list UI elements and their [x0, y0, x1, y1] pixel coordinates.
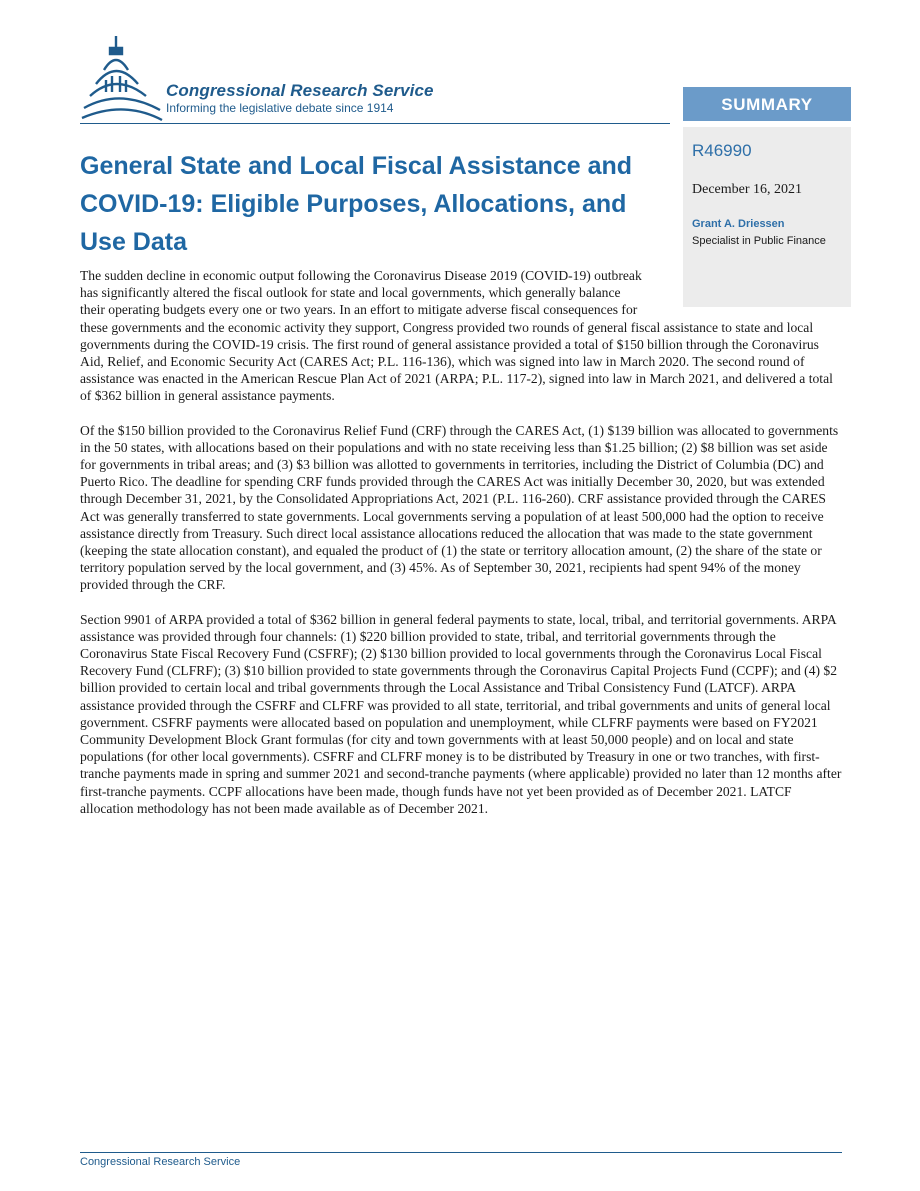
- report-date: December 16, 2021: [692, 182, 803, 197]
- capitol-dome-icon: [80, 34, 164, 124]
- footer-text: Congressional Research Service: [80, 1156, 241, 1168]
- report-number: R46990: [692, 141, 752, 160]
- summary-paragraph: The sudden decline in economic output following the Coronavirus Disease 2019 (COVID-19) outbreak has significantly altered the fiscal outlook for state and local governments, which generally balance their operating budgets every one or two years. In an effort to mitigate adverse fiscal consequences for these governments and the economic activity they support, Congress provided two rounds of general fiscal assistance to state and local governments during the COVID-19 crisis. The first round of general assistance provided a total of $150 billion through the Coronavirus Aid, Relief, and Economic Security Act (CARES Act; P.L. 116-136), which was signed into law in March 2020. The second round of assistance was enacted in the American Rescue Plan Act of 2021 (ARPA; P.L. 117-2), signed into law in March 2021, and delivered a total of $362 billion in general assistance payments.: [80, 268, 833, 404]
- footer-divider: [80, 1152, 842, 1153]
- author-title: Specialist in Public Finance: [692, 235, 826, 247]
- page-title: General State and Local Fiscal Assistance and COVID-19: Eligible Purposes, Allocations, and Use Data: [80, 152, 633, 256]
- header-divider: [80, 123, 670, 124]
- summary-body: [80, 267, 842, 834]
- summary-paragraph: Section 9901 of ARPA provided a total of $362 billion in general federal payments to state, local, tribal, and territorial governments. ARPA assistance was provided through four channels: (1) $220 billion provided to state, tribal, and territorial governments through the Coronavirus State Fiscal Recovery Fund (CSFRF); (2) $130 billion provided to local governments through the Coronavirus Local Fiscal Recovery Fund (CLFRF); (3) $10 billion provided to state governments through the Coronavirus Capital Projects Fund (CCPF); and (4) $2 billion provided to certain local and tribal governments through the Local Assistance and Tribal Consistency Fund (LATCF). ARPA assistance provided through the CSFRF and CLFRF was provided to all state, territorial, and tribal governments and units of general local government. CSFRF payments were allocated based on population and unemployment, while CLFRF payments were based on FY2021 Community Development Block Grant formulas (for city and town governments with at least 50,000 people) and on local and state populations (for other local governments). CSFRF and CLFRF money is to be distributed by Treasury in one or two tranches, with first-tranche payments made in spring and summer 2021 and second-tranche payments (where applicable) provided no later than 12 months after first-tranche payments. CCPF allocations have been made, though funds have not yet been provided as of December 2021. LATCF allocation methodology has not been made available as of December 2021.: [80, 611, 842, 816]
- author-name: Grant A. Driessen: [692, 218, 785, 230]
- org-tagline: Informing the legislative debate since 1914: [166, 101, 394, 115]
- summary-paragraph: Of the $150 billion provided to the Coronavirus Relief Fund (CRF) through the CARES Act, (1) $139 billion was allocated to governments in the 50 states, with allocations based on their populations and with no state receiving less than $1.25 billion; (2) $8 billion was set aside for governments in tribal areas; and (3) $3 billion was allotted to governments in territories, including the District of Columbia (DC) and Puerto Rico. The deadline for spending CRF funds provided through the CARES Act was initially December 30, 2020, but was extended through December 31, 2021, by the Consolidated Appropriations Act, 2021 (P.L. 116-260). CRF assistance provided through the CARES Act was generally transferred to state governments. Local governments serving a population of at least 500,000 had the option to receive assistance directly from Treasury. Such direct local assistance allocations reduced the allocation that was made to the state government (keeping the state allocation constant), and equaled the product of (1) the state or territory allocation amount, (2) the share of the state or territory population served by the local government, and (3) 45%. As of September 30, 2021, recipients had spent 94% of the money provided through the CRF.: [80, 422, 839, 593]
- crs-logo: [80, 34, 680, 124]
- org-name: Congressional Research Service: [166, 81, 434, 100]
- summary-label: SUMMARY: [683, 87, 851, 121]
- sidebar-wrap-spacer: [648, 267, 842, 309]
